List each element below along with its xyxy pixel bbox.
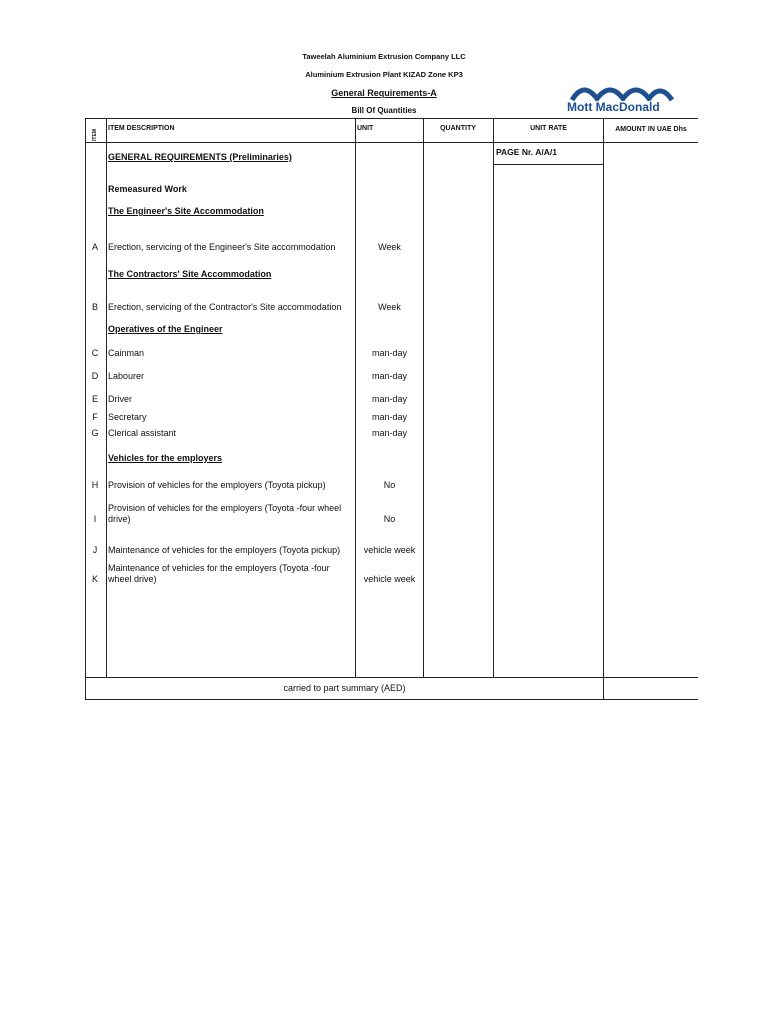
- col-quantity-header: QUANTITY: [440, 125, 476, 132]
- logo-text: Mott MacDonald: [567, 100, 660, 114]
- item-code: D: [91, 371, 99, 381]
- item-unit: Week: [378, 242, 401, 252]
- document-title: Bill Of Quantities: [351, 106, 417, 115]
- item-unit: vehicle week: [363, 574, 416, 584]
- item-code: I: [93, 514, 97, 524]
- page-reference: PAGE Nr. A/A/1: [496, 147, 557, 157]
- item-code: B: [91, 302, 98, 312]
- item-unit: No: [383, 514, 396, 524]
- item-code: K: [91, 574, 98, 584]
- item-code: H: [91, 480, 99, 490]
- item-description: Erection, servicing of the Contractor's Site accommodation: [108, 302, 342, 312]
- item-unit: vehicle week: [363, 545, 416, 555]
- item-description: Driver: [108, 394, 132, 404]
- item-unit: man-day: [371, 428, 407, 438]
- item-unit: man-day: [371, 371, 407, 381]
- remeasured-heading: Remeasured Work: [108, 184, 187, 194]
- item-code: G: [91, 428, 99, 438]
- vehicles-heading: Vehicles for the employers: [108, 453, 223, 463]
- carried-to-summary: carried to part summary (AED): [283, 683, 406, 693]
- general-requirements-heading: GENERAL REQUIREMENTS (Preliminaries): [108, 152, 292, 162]
- col-amount-header: AMOUNT IN UAE Dhs: [615, 126, 687, 133]
- logo-arches-icon: [566, 78, 676, 102]
- item-unit: man-day: [371, 412, 407, 422]
- project-name: Aluminium Extrusion Plant KIZAD Zone KP3: [305, 70, 463, 79]
- engineer-site-heading: The Engineer's Site Accommodation: [108, 206, 264, 216]
- col-item-header: ITEM: [91, 129, 98, 141]
- mott-macdonald-logo: [566, 78, 676, 116]
- col-description-header: ITEM DESCRIPTION: [108, 125, 175, 132]
- section-title: General Requirements-A: [331, 88, 437, 98]
- operatives-heading: Operatives of the Engineer: [108, 324, 223, 334]
- item-description: Clerical assistant: [108, 428, 177, 438]
- item-description: Provision of vehicles for the employers (Toyota -four wheel drive): [108, 503, 342, 524]
- col-unit-header: UNIT: [357, 125, 374, 132]
- item-unit: Week: [378, 302, 401, 312]
- item-description: Secretary: [108, 412, 147, 422]
- col-unit-rate-header: UNIT RATE: [530, 125, 567, 132]
- item-code: C: [91, 348, 99, 358]
- item-unit: No: [383, 480, 396, 490]
- item-code: A: [91, 242, 98, 252]
- item-unit: man-day: [371, 348, 407, 358]
- item-unit: man-day: [371, 394, 407, 404]
- item-code: F: [92, 412, 98, 422]
- item-code: E: [91, 394, 98, 404]
- item-description: Maintenance of vehicles for the employers (Toyota -four wheel drive): [108, 563, 330, 584]
- item-description: Labourer: [108, 371, 145, 381]
- item-description: Cainman: [108, 348, 145, 358]
- item-description: Maintenance of vehicles for the employers (Toyota pickup): [108, 545, 341, 555]
- item-code: J: [92, 545, 98, 555]
- company-name: Taweelah Aluminium Extrusion Company LLC: [302, 52, 466, 61]
- contractor-site-heading: The Contractors' Site Accommodation: [108, 269, 272, 279]
- item-description: Provision of vehicles for the employers (Toyota pickup): [108, 480, 326, 490]
- item-description: Erection, servicing of the Engineer's Site accommodation: [108, 242, 336, 252]
